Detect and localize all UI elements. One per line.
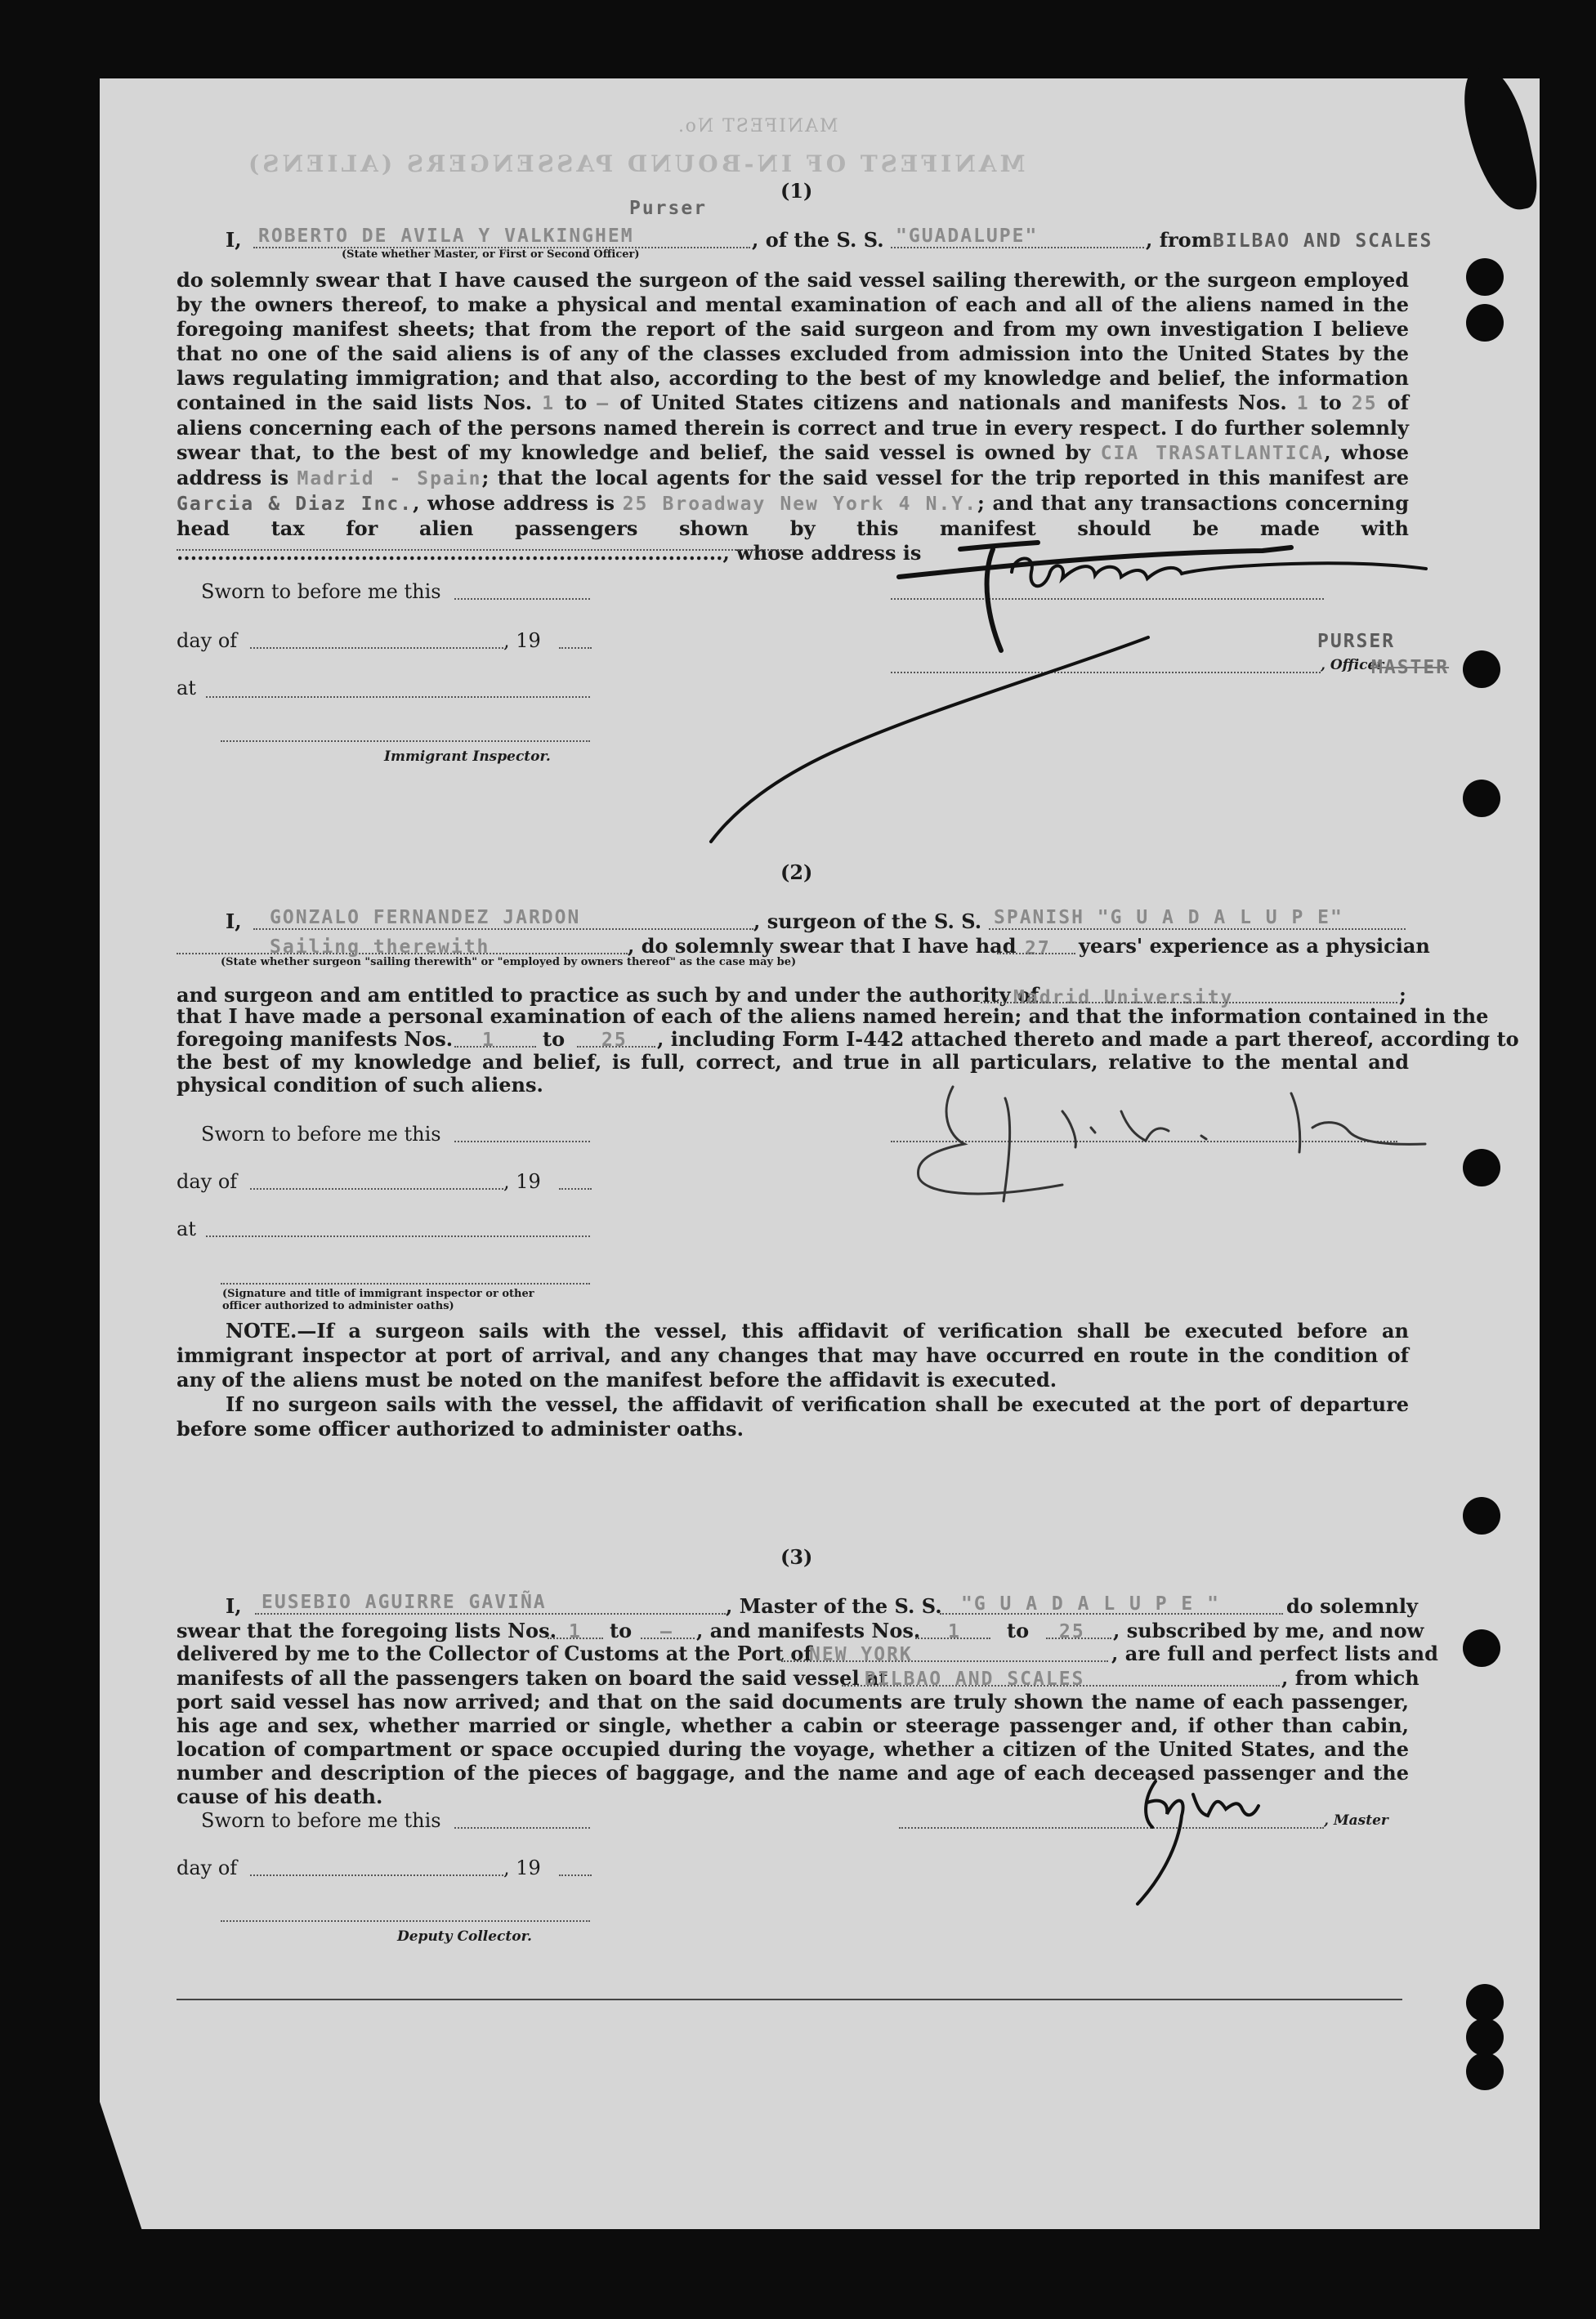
section-1-lists-from[interactable]: 1 xyxy=(542,393,556,414)
section-2-note: (State whether surgeon "sailing therewith" or "employed by owners thereof" as the case may be) xyxy=(221,956,797,968)
section-3-master-label: , Master of the S. S. xyxy=(726,1594,942,1618)
section-1-at-label: at xyxy=(177,677,196,699)
section-3-lists-from[interactable]: 1 xyxy=(569,1621,582,1642)
section-2-vessel[interactable]: SPANISH "G U A D A L U P E" xyxy=(994,907,1343,928)
section-2-years[interactable]: 27 xyxy=(1025,938,1051,959)
section-1-officer-label: , Officer xyxy=(1321,657,1384,673)
section-1-purser-stamp: PURSER xyxy=(1317,631,1396,652)
section-3-body: port said vessel has now arrived; and that on the said documents are truly shown the name of each passenger, his age and sex, whether married or single, whether a cabin or steerage passenger and, if other than cabin, location of compartment or space occupied during the voyage, whether a citizen of the United States, and the number and description of the pieces of baggage, and the name and age of each deceased passenger and the cause of his death. xyxy=(177,1690,1409,1808)
section-3-line3b: , are full and perfect lists and xyxy=(1111,1642,1438,1665)
section-1-manifests-to[interactable]: 25 xyxy=(1351,393,1378,414)
section-1-i-label: I, xyxy=(226,228,242,252)
section-2-surgeon-label: , surgeon of the S. S. xyxy=(753,909,982,933)
section-3-name[interactable]: EUSEBIO AGUIRRE GAVIÑA xyxy=(262,1592,547,1613)
section-3-vessel[interactable]: "G U A D A L U P E " xyxy=(961,1593,1220,1615)
section-2-name[interactable]: GONZALO FERNANDEZ JARDON xyxy=(270,907,581,928)
section-2-at-label: at xyxy=(177,1218,196,1240)
note-paragraph-2: If no surgeon sails with the vessel, the affidavit of verification shall be executed at the port of departure before some officer authorized to administer oaths. xyxy=(177,1392,1409,1441)
section-3-number: (3) xyxy=(780,1545,813,1569)
section-1-name[interactable]: ROBERTO DE AVILA Y VALKINGHEM xyxy=(258,226,634,247)
section-1-owner-address[interactable]: Madrid - Spain xyxy=(297,468,482,489)
section-3-i-label: I, xyxy=(226,1594,242,1618)
section-2-body-a: that I have made a personal examination of each of the aliens named herein; and that the information contained in the xyxy=(177,1004,1489,1028)
section-3-line2a: swear that the foregoing lists Nos. xyxy=(177,1619,557,1642)
section-1-lists-to[interactable]: — xyxy=(597,393,610,414)
bottom-rule xyxy=(177,1999,1402,2000)
section-1-day-label: day of xyxy=(177,629,238,652)
section-3-master-label-sig: , Master xyxy=(1324,1812,1388,1829)
section-2-body-b2: , including Form I-442 attached thereto and made a part thereof, according to xyxy=(657,1027,1519,1051)
section-2-body-b1: foregoing manifests Nos. xyxy=(177,1027,454,1051)
section-2-authority-end: ; xyxy=(1399,983,1406,1007)
section-3-line2b: , and manifests Nos. xyxy=(696,1619,921,1642)
section-3-year-label: , 19 xyxy=(503,1857,541,1879)
section-1-year-label: , 19 xyxy=(503,629,541,652)
section-3-origin[interactable]: BILBAO AND SCALES xyxy=(865,1669,1085,1690)
section-2-i-label: I, xyxy=(226,909,242,933)
section-3-port[interactable]: NEW YORK xyxy=(809,1644,913,1665)
note-label: NOTE. xyxy=(226,1319,297,1343)
section-1-oath: do solemnly swear that I have caused the surgeon of the said vessel sailing therewith, or the surgeon employed by the owners thereof, to make a physical and mental examination of each and all of the aliens named in the foregoing manifest sheets; that from the report of the said surgeon and from my own investigation I believe that no one of the said aliens is of any of the classes excluded from admission into the United States by the laws regulating immigration; and that also, according to the best of my knowledge and belief, the information contained in the said lists Nos. 1 to — of United States citizens and nationals and manifests Nos. 1 to 25 of aliens concerning each of the persons named therein is correct and true in every respect. I do further solemnly swear that, to the best of my knowledge and belief, the said vessel is owned by CIA TRASATLANTICA, whose address is Madrid - Spain; that the local agents for the said vessel for the trip reported in this manifest are Garcia & Diaz Inc., whose address is 25 Broadway New York 4 N.Y.; and that any transactions concerning head tax for alien passengers shown by this manifest should be made with ................................................................................, whose address is xyxy=(177,268,1410,565)
section-2-sworn-label: Sworn to before me this xyxy=(201,1123,441,1146)
section-1-agents[interactable]: Garcia & Diaz Inc. xyxy=(177,494,414,515)
section-1-inspector-label: Immigrant Inspector. xyxy=(384,748,551,765)
section-3-deputy-label: Deputy Collector. xyxy=(397,1928,532,1945)
section-1-from-label: , from xyxy=(1146,228,1213,252)
section-1-from[interactable]: BILBAO AND SCALES xyxy=(1213,230,1433,252)
section-1-vessel[interactable]: "GUADALUPE" xyxy=(896,226,1039,247)
section-1-agents-address[interactable]: 25 Broadway New York 4 N.Y. xyxy=(622,494,978,515)
section-1-of-ss-label: , of the S. S. xyxy=(752,228,884,252)
section-2-swear-label: , do solemnly swear that I have had xyxy=(628,934,1017,958)
bleed-through-title: MANIFEST OF IN-BOUND PASSENGERS (ALIENS) xyxy=(245,150,1026,177)
section-3-line4a: manifests of all the passengers taken on board the said vessel at xyxy=(177,1666,888,1690)
section-3-line3a: delivered by me to the Collector of Customs at the Port of xyxy=(177,1642,812,1665)
section-3-line2c: , subscribed by me, and now xyxy=(1113,1619,1424,1642)
section-2-to-label: to xyxy=(543,1027,566,1051)
section-2-body-c: the best of my knowledge and belief, is full, correct, and true in all particulars, relative to the mental and physical condition of such aliens. xyxy=(177,1050,1409,1097)
section-3-manifests-from[interactable]: 1 xyxy=(948,1621,961,1642)
section-1-number: (1) xyxy=(780,179,813,203)
section-2-years-label: years' experience as a physician xyxy=(1079,934,1430,958)
section-3-solemnly: do solemnly xyxy=(1286,1594,1418,1618)
section-1-manifests-from[interactable]: 1 xyxy=(1296,393,1310,414)
section-3-lists-to[interactable]: — xyxy=(660,1621,673,1642)
section-2-sailing[interactable]: Sailing therewith xyxy=(270,936,490,958)
note-paragraph-1: NOTE.—If a surgeon sails with the vessel, this affidavit of verification shall be executed before an immigrant inspector at port of arrival, and any changes that may have occurred en route in the condition of any of the aliens must be noted on the manifest before the affidavit is executed. xyxy=(177,1319,1409,1392)
section-3-line4b: , from which xyxy=(1281,1666,1419,1690)
section-2-sig-note: (Signature and title of immigrant inspector or other officer authorized to administer oaths) xyxy=(222,1288,534,1312)
section-3-manifests-to[interactable]: 25 xyxy=(1059,1621,1085,1642)
section-1-officer-note: (State whether Master, or First or Second Officer) xyxy=(342,248,640,261)
section-2-manifests-from[interactable]: 1 xyxy=(482,1030,495,1051)
section-2-year-label: , 19 xyxy=(503,1170,541,1193)
section-3-to-label-2: to xyxy=(1007,1619,1030,1642)
section-2-authority[interactable]: Madrid University xyxy=(1013,987,1234,1008)
section-1-role-stamp: Purser xyxy=(629,198,708,219)
section-1-owner[interactable]: CIA TRASATLANTICA xyxy=(1100,443,1325,464)
section-2-manifests-to[interactable]: 25 xyxy=(601,1030,628,1051)
section-1-sworn-label: Sworn to before me this xyxy=(201,580,441,603)
section-2-authority-text: and surgeon and am entitled to practice as such by and under the authority of xyxy=(177,983,1039,1007)
section-2-number: (2) xyxy=(780,860,813,884)
section-3-day-label: day of xyxy=(177,1857,238,1879)
section-1-master-strike: MASTER xyxy=(1371,657,1450,678)
section-3-sworn-label: Sworn to before me this xyxy=(201,1809,441,1832)
section-2-day-label: day of xyxy=(177,1170,238,1193)
section-3-to-label: to xyxy=(610,1619,633,1642)
bleed-through-manifest-no: MANIFEST No. xyxy=(677,116,838,136)
